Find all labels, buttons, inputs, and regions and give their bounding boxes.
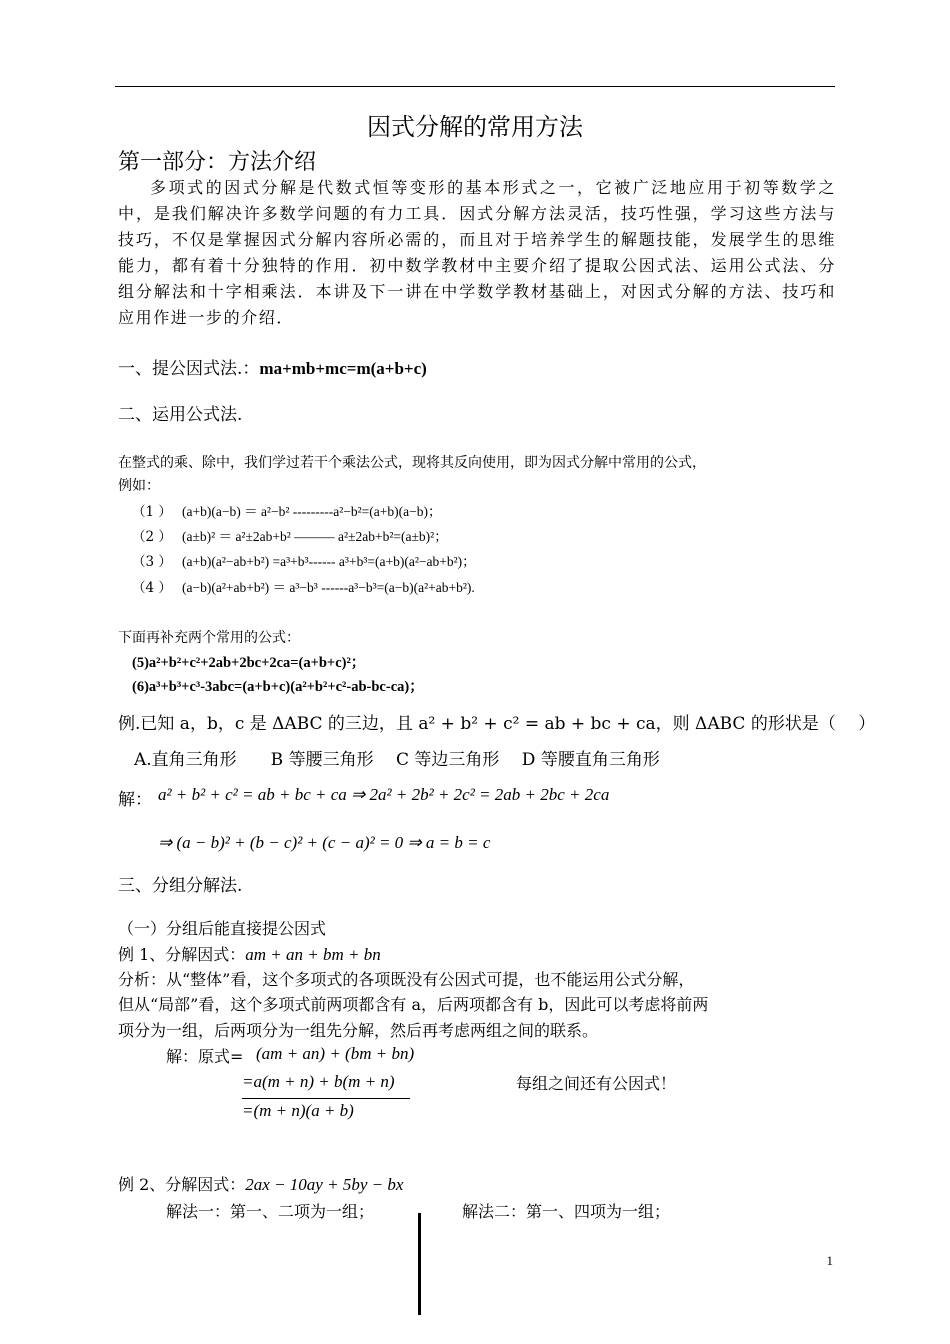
section3-heading: 三、分组分解法. xyxy=(118,876,243,896)
intro-paragraph xyxy=(118,175,836,331)
ex1-heading xyxy=(118,942,381,965)
ex1-analysis-line3: 项分为一组，后两项分为一组先分解，然后再考虑两组之间的联系。 xyxy=(118,1021,599,1040)
ex1-note: 每组之间还有公因式！ xyxy=(516,1074,677,1093)
page-number: 1 xyxy=(826,1253,833,1268)
ex1-step3: =(m + n)(a + b) xyxy=(242,1101,354,1120)
formula-number: （3 ） xyxy=(132,554,172,570)
formula-number: （4 ） xyxy=(132,580,172,596)
example-stem: 例.已知 a，b，c 是 ΔABC 的三边，且 a² + b² + c² = ab + bc + ca，则 ΔABC 的形状是（ ） xyxy=(118,714,876,734)
step-underline xyxy=(242,1098,410,1099)
formula-number: （1 ） xyxy=(132,504,172,520)
ex1-step1: (am + an) + (bm + bn) xyxy=(256,1044,415,1063)
ex1-label: 例 1、分解因式： xyxy=(118,945,246,964)
section1-formula: ma+mb+mc=m(a+b+c) xyxy=(259,359,427,378)
formula-4 xyxy=(132,576,732,596)
ex1-expression: am + an + bm + bn xyxy=(245,945,381,964)
ex1-analysis-line2: 但从“局部”看，这个多项式前两项都含有 a，后两项都含有 b，因此可以考虑将前两 xyxy=(118,995,709,1014)
formula-expression: (a−b)(a²+ab+b²) ＝ a³−b³ ------a³−b³=(a−b)(a²+ab+b²). xyxy=(182,580,475,595)
formula-1 xyxy=(132,500,732,520)
header-rule xyxy=(115,86,835,87)
ex2-expression: 2ax − 10ay + 5by − bx xyxy=(245,1175,404,1194)
formula-2 xyxy=(132,525,732,545)
ex1-analysis-line1: 分析：从“整体”看，这个多项式的各项既没有公因式可提，也不能运用公式分解， xyxy=(118,970,695,989)
example-solution-line2: ⇒ (a − b)² + (b − c)² + (c − a)² = 0 ⇒ a = b = c xyxy=(158,833,491,852)
ex2-method1: 解法一：第一、二项为一组； xyxy=(166,1202,375,1221)
section2-intro-line1: 在整式的乘、除中，我们学过若干个乘法公式，现将其反向使用，即为因式分解中常用的公式， xyxy=(118,455,706,471)
page-title: 因式分解的常用方法 xyxy=(367,113,583,141)
ex2-method2: 解法二：第一、四项为一组； xyxy=(462,1202,671,1221)
supplement-formula-5: (5)a²+b²+c²+2ab+2bc+2ca=(a+b+c)²； xyxy=(132,655,366,671)
formula-expression: (a+b)(a−b) ＝ a²−b² ---------a²−b²=(a+b)(a−b)； xyxy=(182,504,442,519)
part1-heading: 第一部分：方法介绍 xyxy=(118,150,317,175)
formula-number: （2 ） xyxy=(132,529,172,545)
section2-heading: 二、运用公式法. xyxy=(118,405,243,425)
example-solution-line1: a² + b² + c² = ab + bc + ca ⇒ 2a² + 2b² + 2c² = 2ab + 2bc + 2ca xyxy=(158,785,610,804)
formula-expression: (a±b)² ＝ a²±2ab+b² ——— a²±2ab+b²=(a±b)²； xyxy=(182,529,448,544)
example-choices: A.直角三角形 B 等腰三角形 C 等边三角形 D 等腰直角三角形 xyxy=(134,750,660,770)
subsection1-label: （一）分组后能直接提公因式 xyxy=(118,919,327,938)
section1-heading xyxy=(118,354,427,379)
column-divider xyxy=(418,1213,421,1315)
example-solution-label: 解： xyxy=(118,790,152,810)
formula-expression: (a+b)(a²−ab+b²) =a³+b³------ a³+b³=(a+b)(a²−ab+b²)； xyxy=(182,554,476,569)
section2-intro-line2: 例如： xyxy=(118,478,160,494)
supplement-formula-6: (6)a³+b³+c³-3abc=(a+b+c)(a²+b²+c²-ab-bc-ca)； xyxy=(132,679,424,695)
intro-text: 多项式的因式分解是代数式恒等变形的基本形式之一，它被广泛地应用于初等数学之中，是我们解决许多数学问题的有力工具．因式分解方法灵活，技巧性强，学习这些方法与技巧，不仅是掌握因式分解内容所必需的，而且对于培养学生的解题技能，发展学生的思维能力，都有着十分独特的作用．初中数学教材中主要介绍了提取公因式法、运用公式法、分组分解法和十字相乘法．本讲及下一讲在中学数学教材基础上，对因式分解的方法、技巧和应用作进一步的介绍． xyxy=(118,178,836,327)
ex2-label: 例 2、分解因式： xyxy=(118,1175,246,1194)
ex2-heading xyxy=(118,1172,403,1195)
formula-3 xyxy=(132,550,732,570)
ex1-solution-prefix: 解：原式= xyxy=(166,1047,244,1066)
section1-label: 一、提公因式法.： xyxy=(118,359,260,379)
supplement-intro: 下面再补充两个常用的公式： xyxy=(118,630,300,646)
ex1-step2: =a(m + n) + b(m + n) xyxy=(242,1072,395,1091)
